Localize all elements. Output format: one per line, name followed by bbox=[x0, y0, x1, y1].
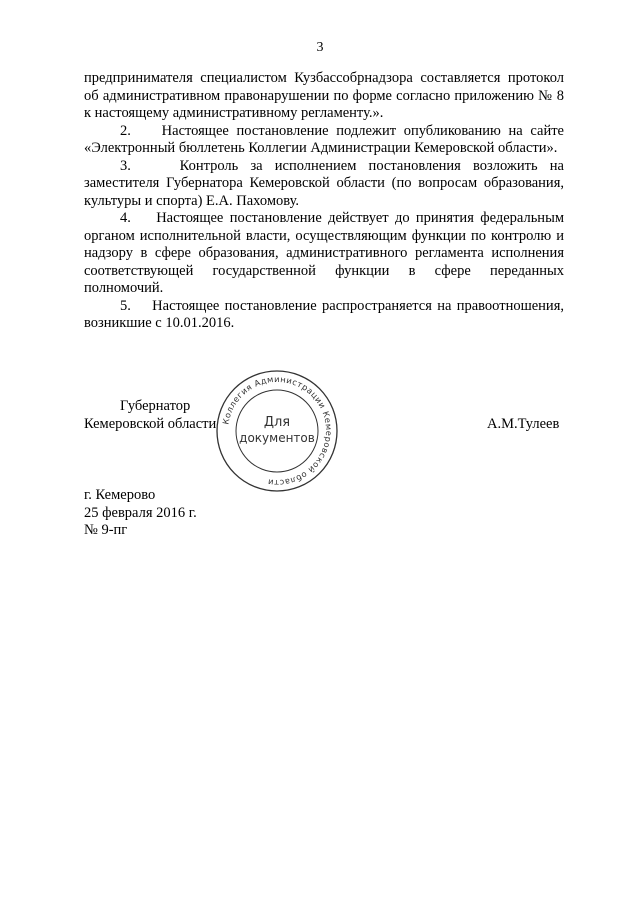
paragraph-continuation: предпринимателя специалистом Кузбассобрнадзора составляется протокол об административном правонарушении по форме согласно приложению № 8 к настоящему административному регламенту.». bbox=[84, 70, 564, 121]
stamp-center-line1: Для bbox=[263, 415, 291, 430]
footer-number: № 9-пг bbox=[84, 522, 128, 538]
footer-date: 25 февраля 2016 г. bbox=[84, 504, 197, 521]
document-footer bbox=[84, 487, 197, 540]
footer-city: г. Кемерово bbox=[84, 487, 156, 503]
official-stamp bbox=[212, 366, 342, 496]
signatory-title bbox=[84, 398, 216, 433]
paragraph-5: 5. Настоящее постановление распространяется на правоотношения, возникшие с 10.01.2016. bbox=[84, 297, 564, 331]
stamp-center-line2: документов bbox=[239, 431, 315, 445]
signatory-title-line1: Губернатор bbox=[120, 398, 191, 414]
page-number: 3 bbox=[316, 40, 324, 55]
signatory-title-line2: Кемеровской области bbox=[84, 415, 217, 432]
stamp-ring-text: Коллегия Администрации Кемеровской области bbox=[220, 373, 335, 489]
paragraph-4: 4. Настоящее постановление действует до принятия федеральным органом исполнительной власти, осуществляющим функции по контролю и надзору в сфере образования, административного регламента исполнения соответствующей государственной функции в сфере переданных полномочий. bbox=[84, 210, 564, 296]
paragraph-2: 2. Настоящее постановление подлежит опубликованию на сайте «Электронный бюллетень Коллегии Администрации Кемеровской области». bbox=[84, 122, 564, 156]
document-body bbox=[84, 70, 564, 333]
signatory-name: А.М.Тулеев bbox=[487, 416, 560, 432]
paragraph-3: 3. Контроль за исполнением постановления возложить на заместителя Губернатора Кемеровской области (по вопросам образования, культуры и спорта) Е.А. Пахомову. bbox=[84, 157, 564, 209]
